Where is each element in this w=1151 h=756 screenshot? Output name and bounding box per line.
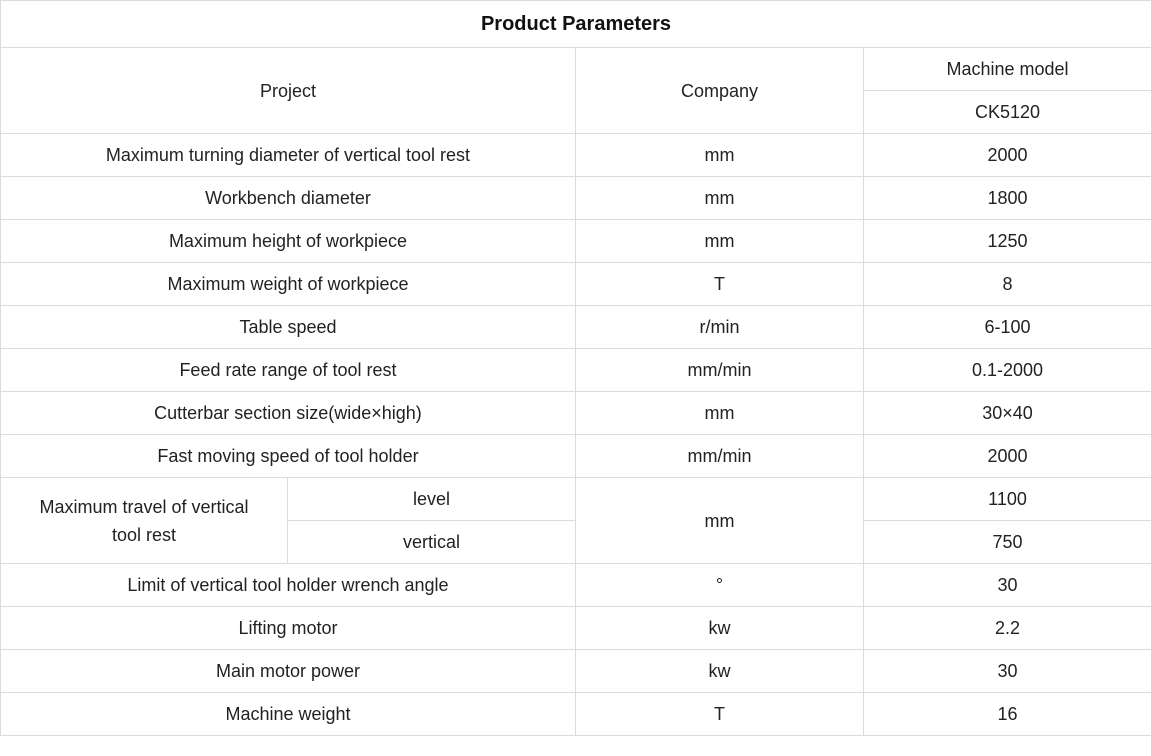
unit-cell: mm/min — [576, 435, 864, 478]
table-row — [1, 306, 1151, 349]
value-cell: 2000 — [864, 435, 1151, 478]
unit-cell: kw — [576, 607, 864, 650]
value-cell: 0.1-2000 — [864, 349, 1151, 392]
travel-sub-label: level — [288, 478, 576, 521]
travel-sub-label: vertical — [288, 521, 576, 564]
unit-cell: T — [576, 693, 864, 736]
table-row — [1, 349, 1151, 392]
value-cell: 750 — [864, 521, 1151, 564]
value-cell: 16 — [864, 693, 1151, 736]
travel-unit-cell: mm — [576, 478, 864, 564]
value-cell: 1100 — [864, 478, 1151, 521]
table-row — [1, 435, 1151, 478]
value-cell: 6-100 — [864, 306, 1151, 349]
param-cell: Workbench diameter — [1, 177, 576, 220]
table-title: Product Parameters — [1, 1, 1151, 48]
table-row — [1, 220, 1151, 263]
param-cell: Table speed — [1, 306, 576, 349]
table-row — [1, 607, 1151, 650]
table-row — [1, 392, 1151, 435]
param-cell: Cutterbar section size(wide×high) — [1, 392, 576, 435]
unit-cell: mm/min — [576, 349, 864, 392]
unit-cell: r/min — [576, 306, 864, 349]
unit-cell: mm — [576, 177, 864, 220]
header-row — [1, 48, 1151, 91]
table-row — [1, 650, 1151, 693]
table-row — [1, 177, 1151, 220]
param-cell: Limit of vertical tool holder wrench angle — [1, 564, 576, 607]
value-cell: 1250 — [864, 220, 1151, 263]
table-row — [1, 478, 1151, 521]
param-cell: Feed rate range of tool rest — [1, 349, 576, 392]
value-cell: 2.2 — [864, 607, 1151, 650]
param-cell: Maximum weight of workpiece — [1, 263, 576, 306]
unit-cell: ° — [576, 564, 864, 607]
header-project: Project — [1, 48, 576, 134]
table-row — [1, 693, 1151, 736]
unit-cell: mm — [576, 220, 864, 263]
value-cell: 8 — [864, 263, 1151, 306]
param-cell: Machine weight — [1, 693, 576, 736]
value-cell: 30 — [864, 564, 1151, 607]
table-row — [1, 564, 1151, 607]
param-cell: Lifting motor — [1, 607, 576, 650]
title-row — [1, 1, 1151, 48]
value-cell: 1800 — [864, 177, 1151, 220]
value-cell: 2000 — [864, 134, 1151, 177]
unit-cell: mm — [576, 392, 864, 435]
unit-cell: mm — [576, 134, 864, 177]
unit-cell: T — [576, 263, 864, 306]
header-machine-model: Machine model — [864, 48, 1151, 91]
param-cell: Maximum turning diameter of vertical tool rest — [1, 134, 576, 177]
param-cell: Main motor power — [1, 650, 576, 693]
value-cell: 30×40 — [864, 392, 1151, 435]
travel-param-cell: Maximum travel of vertical tool rest — [1, 478, 288, 564]
table-row — [1, 134, 1151, 177]
param-cell: Fast moving speed of tool holder — [1, 435, 576, 478]
value-cell: 30 — [864, 650, 1151, 693]
unit-cell: kw — [576, 650, 864, 693]
param-cell: Maximum height of workpiece — [1, 220, 576, 263]
table-row — [1, 263, 1151, 306]
header-company: Company — [576, 48, 864, 134]
header-model: CK5120 — [864, 91, 1151, 134]
